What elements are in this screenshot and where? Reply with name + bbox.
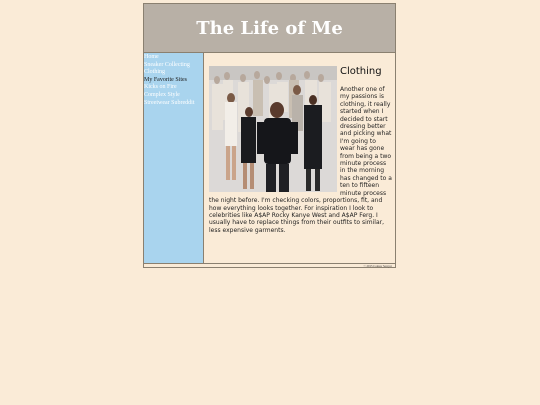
site-title: The Life of Me — [196, 17, 343, 39]
favorites-heading: My Favorite Sites — [144, 76, 187, 83]
sidebar-link-kicks-on-fire[interactable]: Kicks on Fire — [144, 84, 177, 91]
article-body: Another one of my passions is clothing, it really started when I decided to start dressing better and picking what I'm going to wear has gone from being a two minute process in the morning has changed to a ten to fifteen minute process the night before. I'm checking colors, proportions, fit, and how everything looks together. For inspiration I look to celebrities like A$AP Rocky Kanye West and A$AP Ferg. I usually have to replace things from their outfits to similar, less expensive garments. — [209, 86, 392, 234]
section-title: Clothing — [340, 66, 382, 77]
sidebar-nav — [144, 53, 204, 263]
footer-text: © 2015 Connor Sawyer — [363, 264, 392, 268]
main-content — [205, 53, 395, 263]
runway-photo — [209, 66, 337, 192]
sidebar-link-home[interactable]: Home — [144, 54, 159, 60]
sidebar-link-streetwear-subreddit[interactable]: Streetwear Subreddit — [144, 99, 195, 106]
sidebar-link-complex-style[interactable]: Complex Style — [144, 91, 180, 98]
footer — [144, 263, 395, 268]
page-frame — [143, 3, 396, 268]
sidebar-link-clothing[interactable]: Clothing — [144, 69, 166, 76]
site-header — [144, 4, 395, 53]
sidebar-link-sneaker-collecting[interactable]: Sneaker Collecting — [144, 61, 190, 68]
